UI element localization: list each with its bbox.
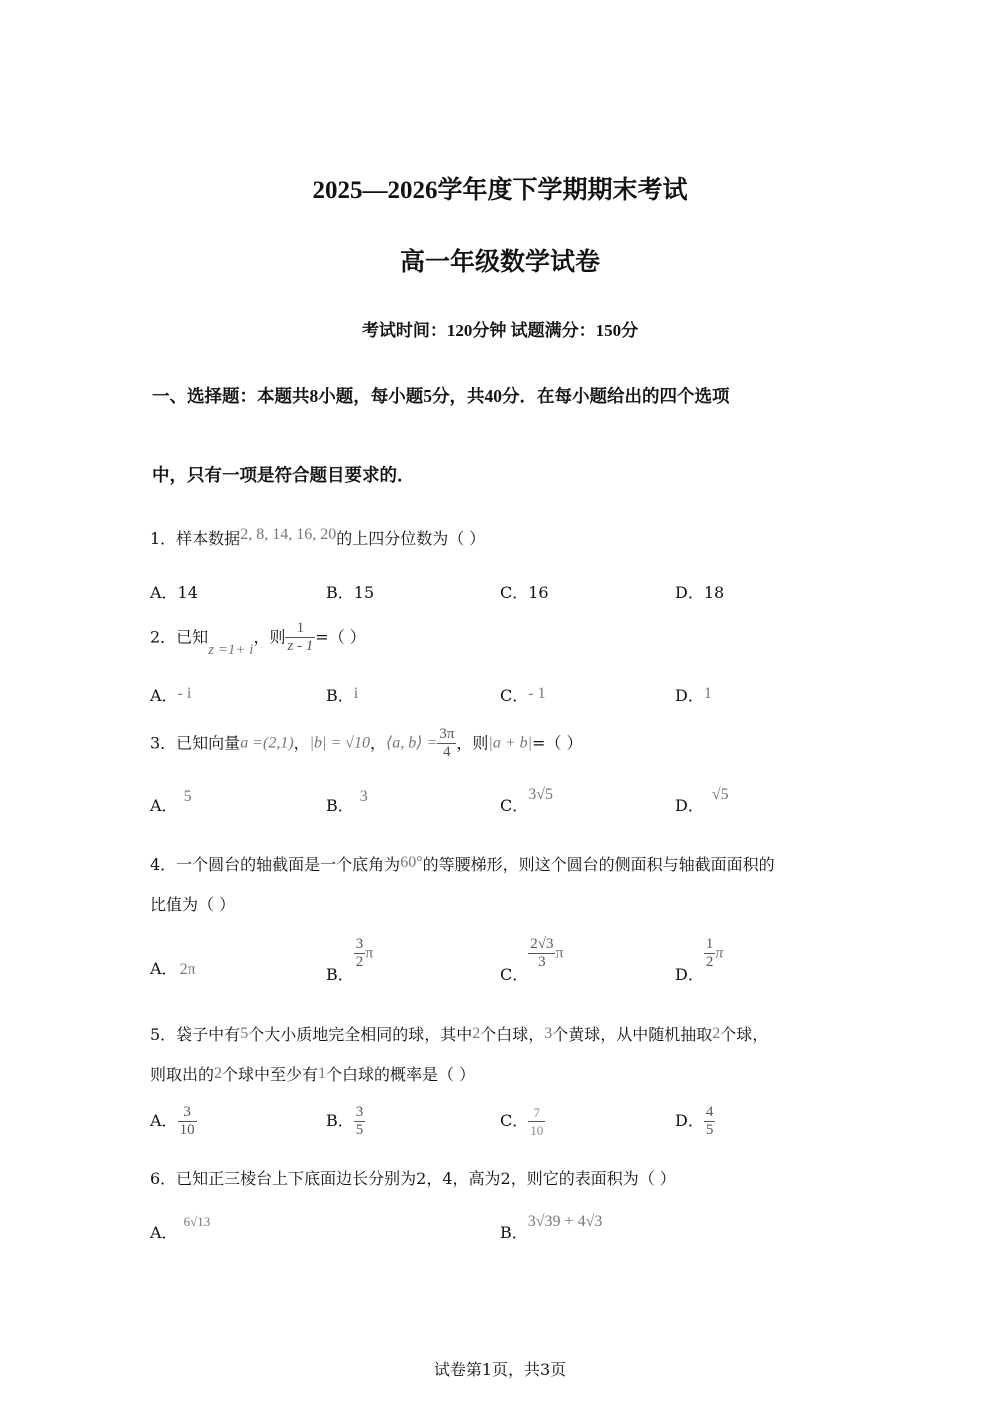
q5-l2m2: 1 (318, 1065, 327, 1082)
q2-b-label: B． (326, 686, 354, 705)
q5-b-den: 5 (355, 1122, 364, 1138)
q4-c-den: 3 (528, 953, 555, 971)
q3-b-math: 3 (359, 788, 368, 805)
q3-a-label: A． (150, 796, 178, 815)
q3-option-b (326, 788, 368, 818)
q2-a-math: - i (177, 685, 192, 702)
q3-math-b: |b| = √10 (309, 734, 371, 752)
q5-b-num: 3 (355, 1104, 364, 1120)
q2-c-math: - 1 (528, 685, 546, 702)
q2-frac-num: 1 (296, 620, 305, 636)
q5-p4: 个黄球，从中随机抽取 (552, 1025, 713, 1044)
q5-p2: 个大小质地完全相同的球，其中 (248, 1025, 473, 1044)
q5-option-a (150, 1104, 197, 1139)
q3-option-d (675, 786, 729, 818)
q1-option-c: C．16 (500, 583, 549, 602)
q5-b-frac (354, 1104, 366, 1139)
q5-c-num: 7 (533, 1105, 540, 1120)
q1-prefix: 1．样本数据 (150, 529, 241, 548)
q5-d-label: D． (675, 1111, 704, 1130)
question-2 (150, 620, 366, 658)
q4-option-a (150, 958, 196, 981)
question-5-line2 (150, 1064, 475, 1087)
q5-p5: 个球， (720, 1025, 769, 1044)
q4-d-num: 1 (705, 936, 714, 952)
q4-option-c (500, 936, 564, 984)
q4-math: 60° (400, 854, 423, 871)
q5-option-c (500, 1104, 545, 1139)
q2-mid: ，则 (253, 627, 286, 647)
q5-l2b: 个球中至少有 (222, 1065, 319, 1084)
q4-prefix: 4．一个圆台的轴截面是一个底角为 (150, 855, 401, 874)
q5-p3: 个白球， (480, 1025, 545, 1044)
q2-math-z: z =1+ i (208, 641, 254, 658)
q1-option-a: A．14 (150, 583, 198, 602)
question-4 (150, 854, 775, 877)
q2-c-label: C． (500, 686, 529, 705)
q3-sep1: ， (293, 733, 310, 753)
q6-a-math: 6√13 (183, 1214, 211, 1229)
q4-d-den: 2 (705, 954, 714, 970)
q4-d-label: D． (675, 965, 704, 984)
q5-a-den: 10 (179, 1122, 195, 1138)
q4-suffix: 的等腰梯形，则这个圆台的侧面积与轴截面面积的 (422, 855, 775, 874)
q6-option-a (150, 1214, 211, 1245)
q2-option-b (326, 685, 358, 708)
question-1 (150, 528, 485, 551)
q4-a-math: 2π (179, 961, 196, 978)
q2-option-a (150, 685, 191, 708)
q5-b-label: B． (326, 1111, 354, 1130)
q4-b-label: B． (326, 965, 354, 984)
q2-option-c (500, 685, 546, 708)
question-6: 6．已知正三棱台上下底面边长分别为2，4，高为2，则它的表面积为（ ） (150, 1169, 676, 1188)
q5-option-d (675, 1104, 715, 1139)
q3-frac-den: 4 (437, 743, 456, 761)
q4-d-tail: π (715, 944, 724, 962)
question-4-line2: 比值为（ ） (150, 895, 236, 914)
q2-d-label: D． (675, 686, 704, 705)
section-heading-line2: 中，只有一项是符合题目要求的． (152, 465, 415, 485)
q4-c-tail: π (555, 944, 564, 962)
q3-frac-num: 3π (439, 726, 455, 742)
q3-a-math: 5 (183, 788, 192, 805)
q3-c-math: 3√5 (528, 786, 554, 803)
q2-prefix: 2．已知 (150, 627, 209, 647)
q5-option-b (326, 1104, 365, 1139)
q3-prefix: 3．已知向量 (150, 733, 241, 753)
q3-fraction (437, 726, 456, 761)
q2-suffix: =（ ） (315, 627, 366, 647)
q3-b-label: B． (326, 796, 354, 815)
q1-math: 2, 8, 14, 16, 20 (240, 526, 337, 543)
exam-subtitle: 高一年级数学试卷 (399, 249, 600, 276)
q6-a-label: A． (150, 1223, 178, 1242)
q2-b-math: i (353, 685, 359, 702)
q5-a-label: A． (150, 1111, 178, 1130)
q5-m4: 2 (712, 1025, 721, 1042)
q3-math-a: a =(2,1) (240, 734, 294, 752)
q5-d-den: 5 (705, 1122, 714, 1138)
q5-m3: 3 (544, 1025, 553, 1042)
q1-option-d: D．18 (675, 583, 725, 602)
q3-d-label: D． (675, 796, 704, 815)
q4-option-b (326, 936, 374, 984)
section-heading-line1: 一、选择题：本题共8小题，每小题5分，共40分．在每小题给出的四个选项 (152, 386, 730, 406)
q5-a-frac (178, 1104, 197, 1139)
q3-c-label: C． (500, 796, 529, 815)
q5-m2: 2 (472, 1025, 481, 1042)
q5-l2a: 则取出的 (150, 1065, 215, 1084)
q2-d-math: 1 (703, 685, 712, 702)
q4-b-frac (354, 936, 366, 971)
q5-a-num: 3 (183, 1104, 191, 1120)
q4-b-tail: π (365, 944, 374, 962)
q3-mid: ，则 (456, 733, 489, 753)
q5-d-frac (704, 1104, 716, 1139)
q4-c-frac (528, 936, 555, 971)
question-3 (150, 726, 583, 761)
q3-math-angle: ⟨a, b⟩ = (386, 734, 438, 752)
q5-c-frac (528, 1104, 545, 1139)
q4-c-num: 2√3 (530, 936, 554, 952)
exam-title: 2025—2026学年度下学期期末考试 (312, 177, 688, 204)
q4-b-den: 2 (355, 954, 364, 970)
q4-a-label: A． (150, 959, 178, 978)
q4-c-label: C． (500, 965, 529, 984)
page-footer: 试卷第1页，共3页 (433, 1360, 567, 1379)
q2-fraction (285, 620, 315, 655)
q5-c-den: 10 (530, 1123, 544, 1138)
q4-option-d (675, 936, 724, 984)
q3-math-sum: |a + b| (488, 734, 533, 752)
q3-option-c (500, 786, 554, 818)
q3-sep2: ， (370, 733, 387, 753)
q6-option-b (500, 1213, 603, 1245)
q5-l2m1: 2 (214, 1065, 223, 1082)
q5-p1: 5．袋子中有 (150, 1025, 241, 1044)
q2-frac-den: z - 1 (287, 638, 314, 654)
exam-info: 考试时间：120分钟 试题满分：150分 (361, 321, 639, 340)
q3-d-math: √5 (711, 786, 729, 803)
question-5 (150, 1024, 768, 1047)
q5-l2c: 个白球的概率是（ ） (326, 1065, 476, 1084)
q1-suffix: 的上四分位数为（ ） (336, 529, 486, 548)
q6-b-label: B． (500, 1223, 528, 1242)
q5-m1: 5 (240, 1025, 249, 1042)
q4-d-frac (704, 936, 716, 971)
q5-d-num: 4 (705, 1104, 714, 1120)
q4-b-num: 3 (355, 936, 364, 952)
q1-option-b: B．15 (326, 583, 375, 602)
q3-suffix: =（ ） (532, 733, 583, 753)
q2-option-d (675, 685, 712, 708)
q2-a-label: A． (150, 686, 178, 705)
q3-option-a (150, 788, 192, 818)
q6-b-math: 3√39 + 4√3 (527, 1213, 603, 1230)
q5-c-label: C． (500, 1111, 529, 1130)
